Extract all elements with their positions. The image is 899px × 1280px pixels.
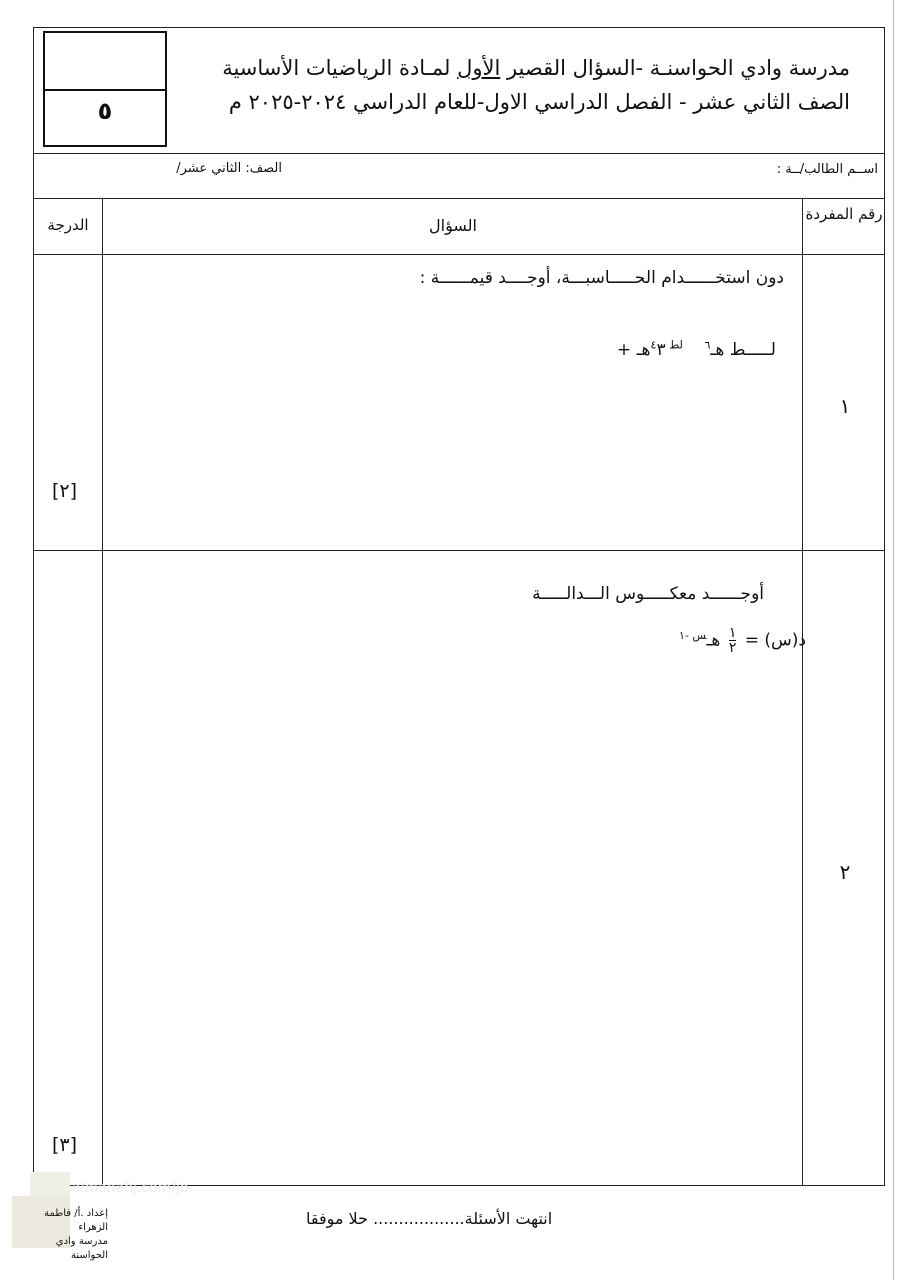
item-number-header: رقم المفردة xyxy=(805,205,883,223)
question-2-expression: د(س) = $\frac{١}{٢}$ هـ$^{س -١}$ xyxy=(679,625,806,656)
column-divider-left xyxy=(102,198,103,1186)
header-divider xyxy=(34,153,884,154)
author-school: مدرسة وادي الحواسنة xyxy=(55,1236,108,1261)
question-1-text: دون استخــــــدام الحـــــاسبـــة، أوجــــد قيمــــــة : xyxy=(419,268,784,288)
header-title-part1: مدرسة وادي الحواسنـة -السؤال القصير xyxy=(500,56,850,80)
header-subtitle: الصف الثاني عشر - الفصل الدراسي الاول-للعام الدراسي ٢٠٢٤-٢٠٢٥ م xyxy=(228,90,850,114)
total-score: ٥ xyxy=(97,97,113,125)
question-header: السؤال xyxy=(429,216,477,235)
question-2-text: أوجــــــد معكـــــوس الـــدالـــــة xyxy=(532,584,764,604)
class-label: الصف: الثاني عشر/ xyxy=(176,161,282,176)
question-1-expression xyxy=(617,338,776,360)
end-of-questions: انتهت الأسئلة.................. حلا موفقا xyxy=(306,1209,553,1228)
grade-header: الدرجة xyxy=(47,216,89,234)
header-title-part2: لمـادة الرياضيات الأساسية xyxy=(222,56,458,80)
question-2-mark: [٣] xyxy=(52,1134,78,1156)
question-1-mark: [٢] xyxy=(52,480,78,502)
author-credit xyxy=(20,1207,108,1263)
column-divider-right xyxy=(802,198,803,1186)
q2-fraction: $\frac{١}{٢}$ xyxy=(728,625,737,656)
page-edge-rule xyxy=(893,0,894,1280)
author-name: إعداد .أ/ فاطمة الزهراء xyxy=(44,1208,108,1233)
question-1-number: ١ xyxy=(839,394,851,418)
watermark-block-small xyxy=(30,1172,70,1198)
header-title-underlined: الأول xyxy=(457,56,501,80)
header-row-divider xyxy=(34,254,884,255)
score-divider xyxy=(45,89,165,91)
question-2-number: ٢ xyxy=(839,860,851,884)
question-1-divider xyxy=(34,550,884,551)
info-divider xyxy=(34,198,884,199)
exam-sheet xyxy=(33,27,885,1186)
student-name-label: اســم الطالب/ــة : xyxy=(776,162,878,177)
header-title xyxy=(222,56,850,80)
score-box xyxy=(43,31,167,147)
q1-term2: + لـــــط هـ$^٦$ xyxy=(616,338,776,360)
q1-term1: $^{لط ٤}$٣هـ xyxy=(636,338,683,360)
watermark-text: almanahj.com/jo xyxy=(72,1180,189,1196)
